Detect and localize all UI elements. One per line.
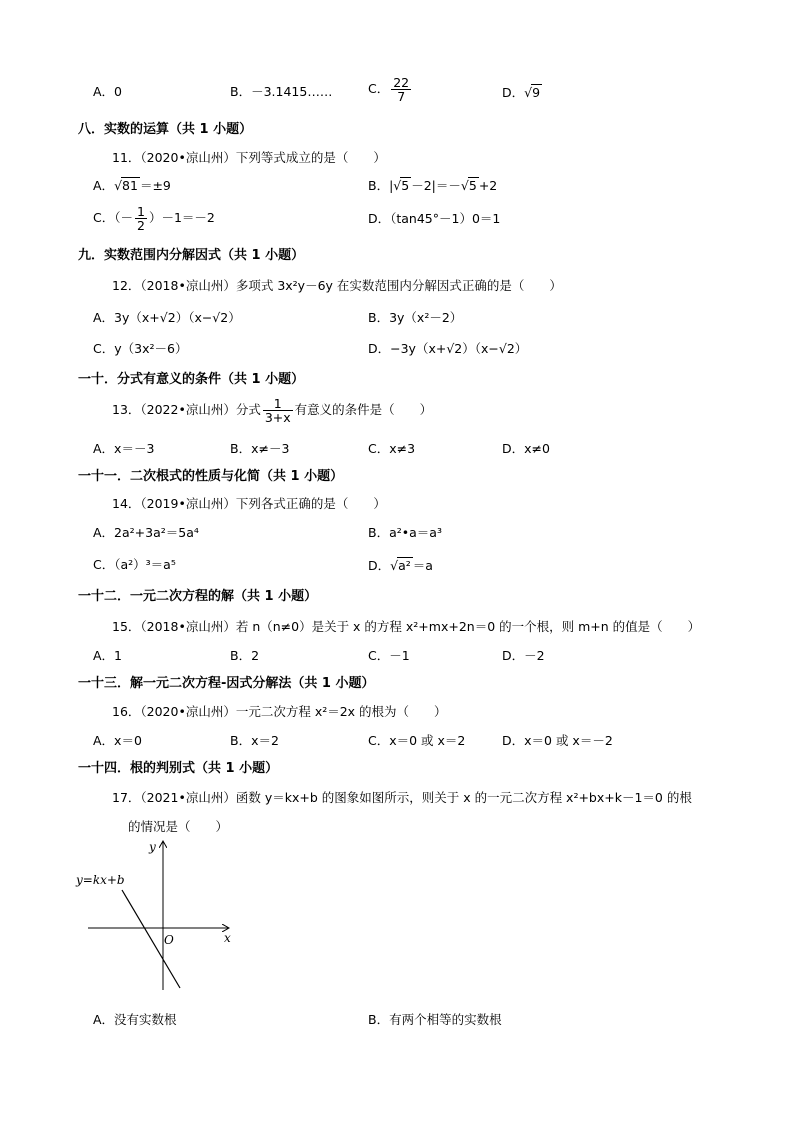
q17-function-graph	[70, 838, 250, 998]
q16-option-a: A．x＝0	[93, 733, 142, 748]
q15-stem: 15．（2018•凉山州）若 n（n≠0）是关于 x 的方程 x²+mx+2n＝0 的一个根，则 m+n 的值是（ ）	[112, 619, 701, 634]
section-heading-11: 一十一．二次根式的性质与化简（共 1 小题）	[78, 469, 344, 484]
q11-option-c: C．（－ $\frac{1}{2}$ ）－1＝－2	[93, 204, 215, 233]
x-axis-label: x	[224, 931, 231, 945]
q14-option-d: D．√a² ＝a	[368, 558, 433, 573]
q13-stem: 13．（2022•凉山州）分式 $\frac{1}{3+x}$ 有意义的条件是（ ）	[112, 396, 433, 425]
q11-option-a: A．√81 ＝±9	[93, 178, 171, 193]
section-heading-8: 八．实数的运算（共 1 小题）	[78, 122, 253, 137]
q13-option-b: B．x≠－3	[230, 441, 290, 456]
section-heading-12: 一十二．一元二次方程的解（共 1 小题）	[78, 589, 318, 604]
q14-stem: 14．（2019•凉山州）下列各式正确的是（ ）	[112, 496, 386, 511]
q14-option-a: A．2a²+3a²＝5a⁴	[93, 525, 199, 540]
fraction: $\frac{22}{7}$	[393, 75, 410, 104]
q16-option-c: C．x＝0 或 x＝2	[368, 733, 466, 748]
q13-option-a: A．x＝－3	[93, 441, 155, 456]
section-heading-9: 九．实数范围内分解因式（共 1 小题）	[78, 248, 305, 263]
q16-option-d: D．x＝0 或 x＝－2	[502, 733, 613, 748]
q17-option-b: B．有两个相等的实数根	[368, 1012, 502, 1027]
q11-option-d: D．（tan45°－1）0＝1	[368, 211, 501, 226]
origin-label: O	[164, 933, 174, 947]
q17-stem-line2: 的情况是（ ）	[128, 819, 229, 834]
section-heading-13: 一十三．解一元二次方程-因式分解法（共 1 小题）	[78, 676, 375, 691]
q15-option-a: A．1	[93, 648, 123, 663]
q10-option-a: A．0	[93, 84, 123, 99]
q14-option-b: B．a²•a＝a³	[368, 525, 442, 540]
q13-option-c: C．x≠3	[368, 441, 416, 456]
y-axis-label: y	[149, 840, 156, 854]
q12-option-b: B．3y（x²－2）	[368, 310, 463, 325]
section-heading-14: 一十四．根的判别式（共 1 小题）	[78, 761, 279, 776]
q13-option-d: D．x≠0	[502, 441, 550, 456]
q17-option-a: A．没有实数根	[93, 1012, 177, 1027]
q12-option-c: C．y（3x²－6）	[93, 341, 188, 356]
q10-option-c: C． $\frac{22}{7}$	[368, 75, 410, 104]
q15-option-b: B．2	[230, 648, 260, 663]
q15-option-d: D．－2	[502, 648, 545, 663]
q12-option-a: A．3y（x+√2）（x−√2）	[93, 310, 241, 325]
q16-option-b: B．x＝2	[230, 733, 279, 748]
q14-option-c: C．（a²）³＝a⁵	[93, 557, 176, 572]
q11-option-b: B．|√5 －2|＝－√5 +2	[368, 178, 498, 193]
q11-stem: 11．（2020•凉山州）下列等式成立的是（ ）	[112, 150, 386, 165]
q15-option-c: C．－1	[368, 648, 410, 663]
q17-stem-line1: 17．（2021•凉山州）函数 y＝kx+b 的图象如图所示，则关于 x 的一元二次方程 x²+bx+k－1＝0 的根	[112, 790, 692, 805]
q12-stem: 12．（2018•凉山州）多项式 3x²y－6y 在实数范围内分解因式正确的是（ ）	[112, 278, 562, 293]
q12-option-d: D．−3y（x+√2）（x−√2）	[368, 341, 528, 356]
section-heading-10: 一十．分式有意义的条件（共 1 小题）	[78, 372, 305, 387]
q10-option-d: D．√9	[502, 85, 541, 100]
q10-option-b: B．－3.1415……	[230, 84, 333, 99]
q16-stem: 16．（2020•凉山州）一元二次方程 x²＝2x 的根为（ ）	[112, 704, 447, 719]
line-label: y=kx+b	[76, 873, 125, 887]
